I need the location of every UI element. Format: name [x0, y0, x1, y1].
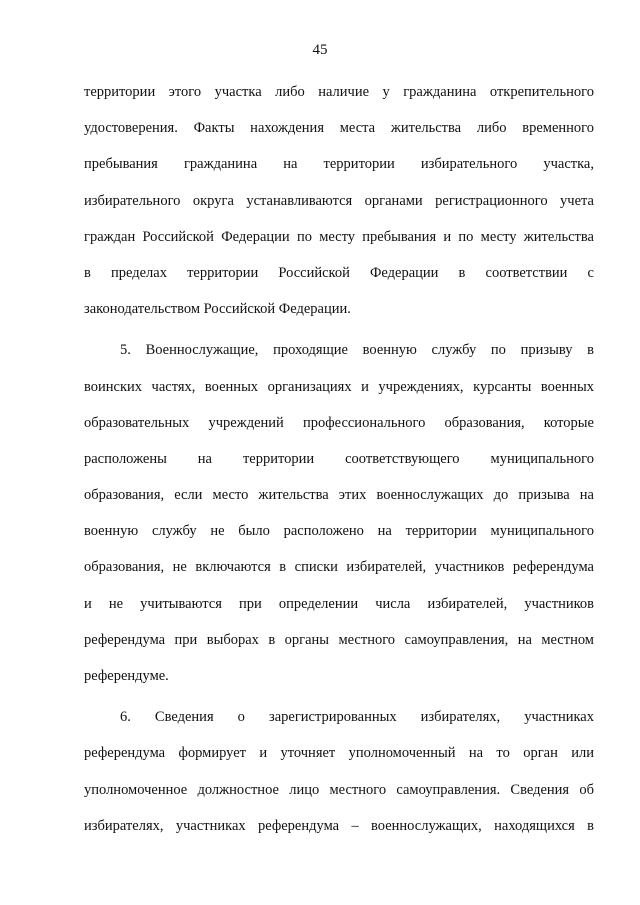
- paragraph-line: референдуме.: [84, 668, 169, 684]
- paragraph-line: и не учитываются при определении числа избирателей, участников: [84, 595, 594, 612]
- paragraph-line: расположены на территории соответствующего муниципального: [84, 450, 594, 467]
- paragraph-line: референдума формирует и уточняет уполномоченный на то орган или: [84, 745, 594, 762]
- paragraph-line: воинских частях, военных организациях и учреждениях, курсанты военных: [84, 378, 594, 395]
- paragraph-line: в пределах территории Российской Федерации в соответствии с: [84, 264, 594, 281]
- paragraph-line: удостоверения. Факты нахождения места жительства либо временного: [84, 120, 594, 137]
- paragraph-line: 5. Военнослужащие, проходящие военную службу по призыву в: [120, 342, 594, 359]
- paragraph-1: [84, 74, 594, 327]
- paragraph-line: образования, если место жительства этих военнослужащих до призыва на: [84, 487, 594, 504]
- paragraph-line: уполномоченное должностное лицо местного самоуправления. Сведения об: [84, 781, 594, 798]
- paragraph-line: референдума при выборах в органы местного самоуправления, на местном: [84, 631, 594, 648]
- paragraph-line: граждан Российской Федерации по месту пребывания и по месту жительства: [84, 228, 594, 245]
- paragraph-line: 6. Сведения о зарегистрированных избирателях, участниках: [120, 709, 594, 726]
- paragraph-line: избирателях, участниках референдума – военнослужащих, находящихся в: [84, 817, 594, 834]
- paragraph-line: избирательного округа устанавливаются органами регистрационного учета: [84, 192, 594, 209]
- paragraph-line: образовательных учреждений профессионального образования, которые: [84, 414, 594, 431]
- paragraph-line: законодательством Российской Федерации.: [84, 301, 351, 318]
- paragraph-line: образования, не включаются в списки избирателей, участников референдума: [84, 559, 594, 576]
- page-number: 45: [312, 42, 328, 58]
- paragraph-2: [84, 332, 594, 694]
- paragraph-line: военную службу не было расположено на территории муниципального: [84, 523, 594, 540]
- paragraph-line: пребывания гражданина на территории избирательного участка,: [84, 156, 594, 173]
- paragraph-3: [84, 699, 594, 844]
- paragraph-line: территории этого участка либо наличие у гражданина открепительного: [84, 84, 594, 100]
- document-body: [84, 74, 594, 844]
